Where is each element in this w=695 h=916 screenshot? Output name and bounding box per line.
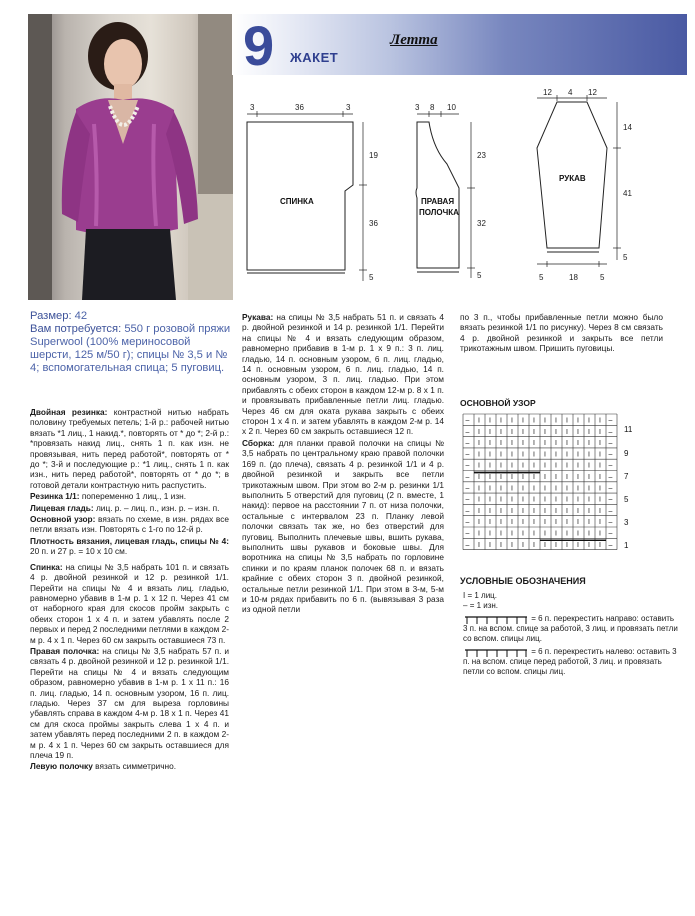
yarn-brand: Летта [390, 32, 438, 48]
knit-stitch: I [478, 440, 480, 448]
sleeve-dim-side-3: 5 [623, 253, 628, 262]
knit-stitch: I [599, 440, 601, 448]
knit-stitch: I [511, 485, 513, 493]
knit-stitch: I [522, 417, 524, 425]
knit-stitch: I [489, 440, 491, 448]
knit-stitch: I [577, 519, 579, 527]
knit-stitch: I [566, 440, 568, 448]
knit-stitch: I [544, 451, 546, 459]
knit-stitch: I [533, 428, 535, 436]
back-dim-top-left: 3 [250, 103, 255, 112]
knit-stitch: I [522, 496, 524, 504]
knit-stitch: I [599, 417, 601, 425]
knit-stitch: I [522, 541, 524, 549]
knit-stitch: I [489, 496, 491, 504]
knit-stitch: I [599, 451, 601, 459]
sleeve-dim-bottom-2: 18 [569, 273, 578, 282]
legend-item-cable-right [463, 614, 678, 644]
knit-stitch: I [599, 428, 601, 436]
knit-stitch: I [489, 474, 491, 481]
main-pattern-text: вязать по схеме, в изн. рядах все петли вязать изн. Повторять с 1-го по 12-й р. [30, 514, 229, 535]
stockinette-text: лиц. р. – лиц. п., изн. р. – изн. п. [95, 502, 220, 513]
purl-stitch: – [465, 428, 470, 436]
sleeve-dim-top-1: 12 [543, 88, 552, 97]
sleeve-dim-side-2: 41 [623, 189, 632, 198]
purl-stitch: – [608, 530, 613, 538]
knit-stitch: I [544, 507, 546, 515]
knit-stitch: I [555, 530, 557, 538]
knit-stitch: I [599, 541, 601, 549]
knit-stitch: I [511, 496, 513, 504]
purl-text: = 1 изн. [469, 601, 499, 610]
purl-stitch: – [608, 462, 613, 470]
knit-stitch: I [478, 462, 480, 470]
chart-grid [463, 414, 617, 550]
chart-row-labels [624, 425, 633, 550]
back-dim-top-mid: 36 [295, 103, 304, 112]
gauge-title: Плотность вязания, лицевая гладь, спицы № 4: [30, 535, 229, 546]
sleeve-dim-top-2: 4 [568, 88, 573, 97]
knit-stitch: I [478, 530, 480, 538]
back-piece [247, 103, 378, 282]
front-dim-top-3: 10 [447, 103, 456, 112]
knit-stitch: I [511, 462, 513, 470]
front-label-line1: ПРАВАЯ [421, 197, 455, 206]
knit-stitch: I [588, 485, 590, 493]
purl-stitch: – [608, 428, 613, 436]
right-front-title: Правая полочка: [30, 645, 100, 656]
knit-stitch: I [588, 451, 590, 459]
knit-stitch: I [577, 451, 579, 459]
knit-stitch: I [500, 428, 502, 436]
purl-stitch: – [608, 451, 613, 459]
row-label-7: 7 [624, 472, 629, 481]
knit-stitch: I [544, 440, 546, 448]
left-front-text: вязать симметрично. [95, 761, 177, 772]
knit-stitch: I [599, 462, 601, 470]
knit-stitch: I [588, 519, 590, 527]
knit-stitch: I [489, 451, 491, 459]
knit-stitch: I [599, 474, 601, 481]
legend-item-purl [463, 601, 678, 611]
knit-stitch: I [588, 417, 590, 425]
knit-stitch: I [588, 474, 590, 481]
knit-stitch: I [500, 440, 502, 448]
knit-stitch: I [500, 474, 502, 481]
knit-stitch: I [522, 440, 524, 448]
knit-stitch: I [489, 485, 491, 493]
knit-stitch: I [588, 462, 590, 470]
back-dim-top-right: 3 [346, 103, 351, 112]
instructions-column-1 [30, 407, 229, 773]
purl-stitch: – [465, 474, 470, 481]
size-value: 42 [74, 310, 88, 322]
pattern-number: 9 [243, 14, 275, 77]
legend-item-knit [463, 591, 678, 601]
cable-left-icon [463, 647, 529, 657]
back-label: СПИНКА [280, 197, 314, 206]
knit-stitch: I [500, 451, 502, 459]
knit-text: = 1 лиц. [467, 591, 497, 600]
knit-stitch: I [500, 507, 502, 515]
knit-stitch: I [489, 541, 491, 549]
size-label: Размер: [30, 310, 72, 322]
pattern-title: ЖАКЕТ [290, 50, 339, 65]
knit-stitch: I [478, 474, 480, 481]
left-front-title: Левую полочку [30, 761, 93, 772]
back-text: на спицы № 3,5 набрать 101 п. и связать 4 р. двойной резинкой и 12 р. резинкой 1/1. Перейти на спицы № 4 и вязать лиц. гладью, равномерно убавив в 1-м р. 1 х 12 п. Через 41 см от наборного края для скосов пройм закрыть с обеих сторон 1 х 4 п. и затем убавлять после 2 первых и перед 2 последними петлями в каждом 2-м р. 4 х 1 п. Через 60 см закрыть оставшиеся 73 п. [30, 561, 229, 645]
materials-block [30, 310, 233, 375]
pattern-chart-title: ОСНОВНОЙ УЗОР [460, 398, 536, 408]
knit-stitch: I [489, 428, 491, 436]
row-label-5: 5 [624, 495, 629, 504]
knit-stitch: I [544, 496, 546, 504]
knit-stitch: I [511, 417, 513, 425]
knit-stitch: I [511, 541, 513, 549]
knit-stitch: I [533, 485, 535, 493]
knit-stitch: I [566, 462, 568, 470]
back-title: Спинка: [30, 561, 63, 572]
purl-symbol: – [463, 601, 468, 610]
knit-stitch: I [533, 451, 535, 459]
knit-stitch: I [555, 428, 557, 436]
knit-stitch: I [489, 462, 491, 470]
purl-stitch: – [465, 417, 470, 425]
sleeve-dim-top-3: 12 [588, 88, 597, 97]
sleeve-dim-bottom-1: 5 [539, 273, 544, 282]
purl-stitch: – [608, 541, 613, 549]
knit-stitch: I [500, 462, 502, 470]
knit-stitch: I [588, 507, 590, 515]
knit-stitch: I [544, 428, 546, 436]
knit-stitch: I [566, 496, 568, 504]
knit-stitch: I [478, 519, 480, 527]
purl-stitch: – [608, 417, 613, 425]
legend-title: УСЛОВНЫЕ ОБОЗНАЧЕНИЯ [460, 576, 586, 586]
pattern-chart [458, 410, 678, 556]
garment-schematic [235, 88, 675, 303]
purl-stitch: – [465, 440, 470, 448]
knit-stitch: I [588, 496, 590, 504]
purl-stitch: – [465, 496, 470, 504]
purl-stitch: – [608, 519, 613, 527]
knit-stitch: I [566, 451, 568, 459]
knit-stitch: I [566, 485, 568, 493]
knit-stitch: I [599, 485, 601, 493]
model-photo [28, 14, 233, 300]
need-text: 550 г розовой пряжи Superwool (100% мериносовой шерсти, 125 м/50 г); спицы № 3,5 и № 4; вспомогательная спица; 5 пуговиц. [30, 323, 231, 374]
rib11-title: Резинка 1/1: [30, 491, 80, 502]
knit-stitch: I [522, 485, 524, 493]
back-dim-side-1: 19 [369, 151, 378, 160]
row-label-11: 11 [624, 425, 633, 434]
sleeve-dim-side-1: 14 [623, 123, 632, 132]
knit-stitch: I [566, 428, 568, 436]
knit-stitch: I [500, 496, 502, 504]
knit-stitch: I [511, 428, 513, 436]
knit-stitch: I [555, 507, 557, 515]
purl-stitch: – [608, 440, 613, 448]
knit-stitch: I [533, 474, 535, 481]
front-dim-side-2: 32 [477, 219, 486, 228]
row-label-1: 1 [624, 541, 629, 550]
knit-stitch: I [522, 474, 524, 481]
knit-stitch: I [511, 530, 513, 538]
knit-stitch: I [577, 462, 579, 470]
knit-stitch: I [555, 440, 557, 448]
knit-stitch: I [577, 541, 579, 549]
main-pattern-title: Основной узор: [30, 514, 96, 525]
need-label: Вам потребуется: [30, 323, 122, 335]
purl-stitch: – [608, 507, 613, 515]
knit-stitch: I [588, 428, 590, 436]
rib-text: контрастной нитью набрать половину требуемых петель; 1-й р.: рабочей нитью вязать *1 лиц., 1 накид.*, повторять от * до *; 2-й р.: *провязать накид лиц., снять 1 п. как изн. не провязывая, нить перед работой*, повторять от * до *; 3-й и последующие р.: *1 лиц., снять 1 п. как изн., нить перед работой*, повторять от * до *; в готовой детали контрастную нить распустить. [30, 407, 229, 490]
purl-stitch: – [465, 507, 470, 515]
knit-stitch: I [522, 519, 524, 527]
knit-stitch: I [511, 451, 513, 459]
purl-stitch: – [465, 485, 470, 493]
knit-stitch: I [555, 541, 557, 549]
knit-stitch: I [511, 440, 513, 448]
knit-stitch: I [566, 417, 568, 425]
knit-stitch: I [533, 507, 535, 515]
purl-stitch: – [608, 496, 613, 504]
knit-stitch: I [500, 541, 502, 549]
knit-stitch: I [599, 507, 601, 515]
right-front-text: на спицы № 3,5 набрать 57 п. и связать 4 р. двойной резинкой и 12 р. резинкой 1/1. Перейти на спицы № 4 и вязать следующим образом, равномерно убавив в 1-м р. 1 х 11 п.: 16 п. лиц. гладью, 14 п. основным узором, 16 п. лиц. гладью. Через 37 см для выреза горловины убавлять справа в каждом 4-м р. 18 х 1 п. Через 41 см для скоса проймы закрыть слева 1 х 4 п. и затем убавлять перед последними 2 п. в каждом 2-м р. 4 х 1 п. Через 60 см закрыть оставшиеся для плеча 19 п. [30, 645, 230, 760]
purl-stitch: – [608, 485, 613, 493]
knit-stitch: I [522, 451, 524, 459]
front-label-line2: ПОЛОЧКА [419, 208, 459, 217]
knit-stitch: I [544, 462, 546, 470]
front-dim-top-1: 3 [415, 103, 420, 112]
knit-stitch: I [555, 462, 557, 470]
knit-stitch: I [522, 462, 524, 470]
purl-stitch: – [465, 462, 470, 470]
knit-stitch: I [566, 541, 568, 549]
assembly-text: для планки правой полочки на спицы № 3,5 набрать по центральному краю правой полочки 169 п. (до плеча), связать 4 р. резинкой 1/1 и 4 р. двойной резинкой и закрыть все петли трикотажным швом. При этом во 2-м р. резинки 1/1 выполнить 5 отверстий для пуговиц (2 п. вместе, 1 накид): первое на расстоянии 7 п. от низа полочки, остальные с интервалом 23 п. Планку левой полочки связать так же, но без отверстий для пуговиц. Выполнить плечевые швы, вшить рукава, выполнить швы рукавов и боковые швы. Для воротника на спицы № 3,5 набрать по горловине спинки и по краям планок полочек 68 п. и вязать крайние с обеих сторон 3 п. двойной резинкой, остальные петли резинкой 1/1. При этом в 3-м, 5-м и 10-м рядах прибавить по 6 п. (вывязывая 3 раза из одной петли [242, 437, 444, 615]
knit-symbol: I [463, 591, 466, 600]
knit-stitch: I [511, 519, 513, 527]
knit-stitch: I [533, 530, 535, 538]
knit-stitch: I [500, 519, 502, 527]
knit-stitch: I [478, 541, 480, 549]
rib11-text: попеременно 1 лиц., 1 изн. [81, 491, 187, 502]
knit-stitch: I [522, 507, 524, 515]
gauge-text: 20 п. и 27 р. = 10 х 10 см. [30, 546, 128, 557]
knit-stitch: I [577, 440, 579, 448]
knit-stitch: I [500, 530, 502, 538]
knit-stitch: I [599, 496, 601, 504]
knit-stitch: I [500, 485, 502, 493]
sleeve-dim-bottom-3: 5 [600, 273, 605, 282]
chart-cells [466, 418, 613, 549]
purl-stitch: – [608, 474, 613, 481]
legend-item-cable-left [463, 647, 678, 677]
knit-stitch: I [489, 417, 491, 425]
knit-stitch: I [478, 507, 480, 515]
knit-stitch: I [478, 428, 480, 436]
knit-stitch: I [533, 519, 535, 527]
knit-stitch: I [522, 428, 524, 436]
knit-stitch: I [544, 417, 546, 425]
knit-stitch: I [533, 496, 535, 504]
purl-stitch: – [465, 541, 470, 549]
cable-left-text: = 6 п. перекрестить налево: оставить 3 п. на вспом. спице перед работой, 3 лиц. и провязать петли со вспом. спицы лиц. [463, 647, 677, 677]
knit-stitch: I [533, 541, 535, 549]
knit-stitch: I [577, 496, 579, 504]
knit-stitch: I [577, 485, 579, 493]
sleeves-text: на спицы № 3,5 набрать 51 п. и связать 4 р. двойной резинкой и 14 р. резинкой 1/1. Перейти на спицы № 4 и вязать следующим образом, равномерно прибавив в 1-м р. 1 х 9 п.: 3 п. лиц. гладью, 14 п. основным узором, 6 п. лиц. гладью, 14 п. основным узором, 6 п. лиц. гладью, 14 п. основным узором, 3 п. лиц. гладью. При этом прибавлять с обеих сторон в каждом 12-м р. 8 х 1 п. и провязывать прибавленные петли лиц. гладью. Через 46 см для оката рукава закрыть с обеих сторон 1 х 4 п. и затем убавлять в каждом 2-м р. 14 х 2 п. Через 60 см закрыть оставшиеся 12 п. [242, 312, 444, 437]
knit-stitch: I [500, 417, 502, 425]
knit-stitch: I [544, 541, 546, 549]
front-dim-top-2: 8 [430, 103, 435, 112]
knit-stitch: I [555, 485, 557, 493]
knit-stitch: I [478, 496, 480, 504]
knit-stitch: I [544, 519, 546, 527]
instructions-column-2 [242, 312, 444, 616]
cable-right-text: = 6 п. перекрестить направо: оставить 3 п. на вспом. спице за работой, 3 лиц. и провязать петли со вспом. спицы лиц. [463, 614, 678, 644]
knit-stitch: I [577, 474, 579, 481]
row-label-9: 9 [624, 449, 629, 458]
knit-stitch: I [478, 417, 480, 425]
knit-stitch: I [489, 530, 491, 538]
instructions-column-3 [460, 312, 663, 355]
purl-stitch: – [465, 530, 470, 538]
knit-stitch: I [577, 428, 579, 436]
knit-stitch: I [544, 485, 546, 493]
knit-stitch: I [566, 530, 568, 538]
purl-stitch: – [465, 519, 470, 527]
purl-stitch: – [465, 451, 470, 459]
knit-stitch: I [566, 507, 568, 515]
assembly-title: Сборка: [242, 437, 275, 448]
knit-stitch: I [566, 474, 568, 481]
sleeves-title: Рукава: [242, 312, 274, 322]
knit-stitch: I [555, 496, 557, 504]
header-band [232, 14, 687, 75]
row-label-3: 3 [624, 518, 629, 527]
knit-stitch: I [577, 530, 579, 538]
knit-stitch: I [544, 474, 546, 481]
knit-stitch: I [511, 474, 513, 481]
cable-right-icon [463, 614, 529, 624]
knit-stitch: I [555, 451, 557, 459]
knit-stitch: I [588, 530, 590, 538]
knit-stitch: I [566, 519, 568, 527]
knit-stitch: I [478, 451, 480, 459]
knit-stitch: I [544, 530, 546, 538]
knit-stitch: I [599, 519, 601, 527]
front-dim-side-1: 23 [477, 151, 486, 160]
knit-stitch: I [588, 541, 590, 549]
back-dim-side-2: 36 [369, 219, 378, 228]
knit-stitch: I [511, 507, 513, 515]
model-illustration [28, 14, 233, 300]
knit-stitch: I [522, 530, 524, 538]
knit-stitch: I [489, 519, 491, 527]
knit-stitch: I [533, 462, 535, 470]
knit-stitch: I [478, 485, 480, 493]
knit-stitch: I [555, 474, 557, 481]
rib-title: Двойная резинка: [30, 407, 108, 417]
right-front-piece [415, 103, 486, 280]
knit-stitch: I [555, 519, 557, 527]
sleeve-piece [537, 88, 632, 282]
knit-stitch: I [533, 440, 535, 448]
knit-stitch: I [588, 440, 590, 448]
sleeve-label: РУКАВ [559, 174, 586, 183]
stockinette-title: Лицевая гладь: [30, 502, 94, 513]
continuation-text: по 3 п., чтобы прибавленные петли можно было вязать резинкой 1/1 по рисунку). Через 8 см связать 4 р. двойной резинкой и закрыть все петли трикотажным швом. Пришить пуговицы. [460, 312, 663, 354]
knit-stitch: I [489, 507, 491, 515]
front-dim-side-3: 5 [477, 271, 482, 280]
knit-stitch: I [599, 530, 601, 538]
knit-stitch: I [577, 507, 579, 515]
legend [463, 591, 678, 677]
knit-stitch: I [577, 417, 579, 425]
knit-stitch: I [533, 417, 535, 425]
knit-stitch: I [555, 417, 557, 425]
back-dim-side-3: 5 [369, 273, 374, 282]
